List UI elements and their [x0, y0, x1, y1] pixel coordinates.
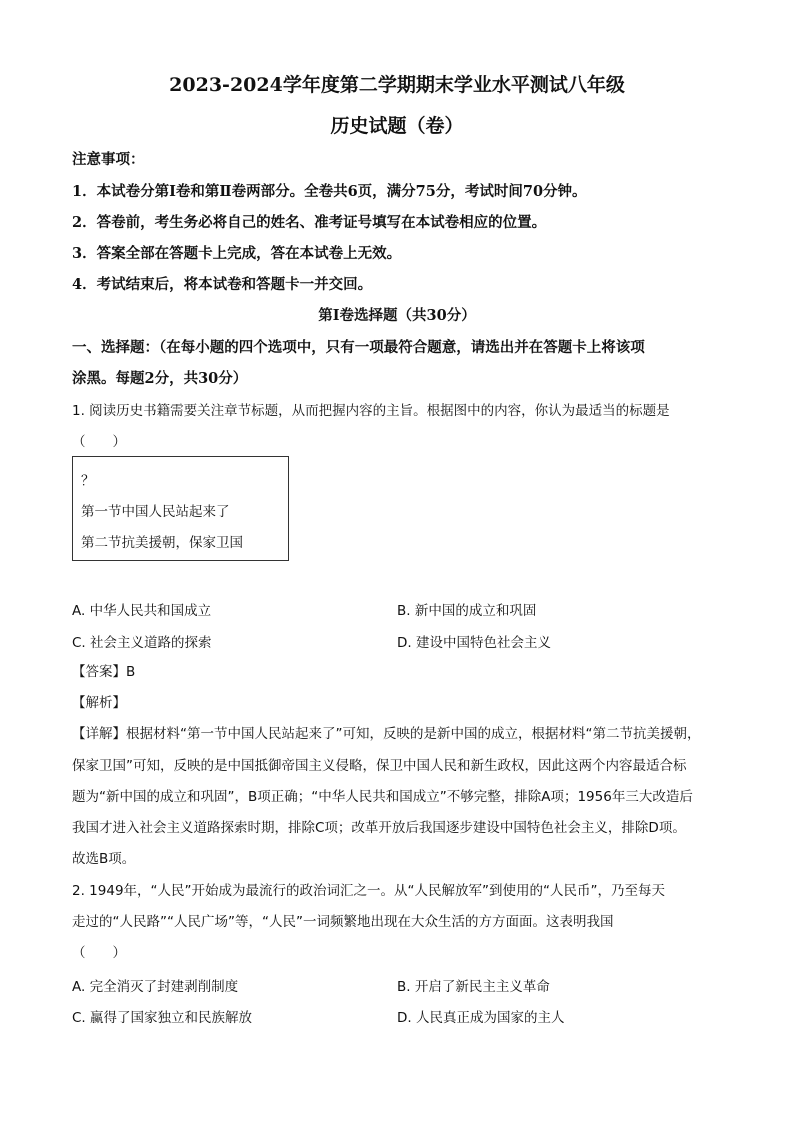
section-instruction: 一、选择题：（在每小题的四个选项中，只有一项最符合题意，请选出并在答题卡上将该项 [72, 339, 645, 356]
option-b: B. 开启了新民主主义革命 [397, 979, 550, 995]
detail-line: 【详解】根据材料“第一节中国人民站起来了”可知，反映的是新中国的成立，根据材料“第二节抗美援朝， [72, 726, 701, 742]
analysis-label: 【解析】 [72, 695, 126, 711]
option-d: D. 人民真正成为国家的主人 [397, 1010, 565, 1026]
chapter-section-1: 第一节中国人民站起来了 [81, 504, 230, 520]
exam-subtitle: 历史试题（卷） [330, 115, 464, 137]
notice-item: 1．本试卷分第Ⅰ卷和第Ⅱ卷两部分。全卷共6页，满分75分，考试时间70分钟。 [72, 183, 587, 200]
exam-title: 2023-2024学年度第二学期期末学业水平测试八年级 [169, 74, 625, 96]
option-b: B. 新中国的成立和巩固 [397, 603, 537, 619]
question-stem: 2. 1949年，“人民”开始成为最流行的政治词汇之一。从“人民解放军”到使用的“人民币”，乃至每天 [72, 883, 665, 899]
question-stem: 1. 阅读历史书籍需要关注章节标题，从而把握内容的主旨。根据图中的内容，你认为最适当的标题是 [72, 403, 670, 419]
notice-item: 4．考试结束后，将本试卷和答题卡一并交回。 [72, 276, 373, 293]
question-stem: 走过的“人民路”“人民广场”等，“人民”一词频繁地出现在大众生活的方方面面。这表明我国 [72, 914, 614, 930]
detail-line: 我国才进入社会主义道路探索时期，排除C项；改革开放后我国逐步建设中国特色社会主义，排除D项。 [72, 820, 686, 836]
section-title: 第Ⅰ卷选择题（共30分） [318, 307, 476, 324]
notice-heading: 注意事项： [72, 151, 145, 168]
option-c: C. 赢得了国家独立和民族解放 [72, 1010, 253, 1026]
question-bracket: （ ） [72, 945, 126, 961]
detail-line: 保家卫国”可知，反映的是中国抵御帝国主义侵略，保卫中国人民和新生政权，因此这两个内容最适合标 [72, 758, 687, 774]
notice-item: 3．答案全部在答题卡上完成，答在本试卷上无效。 [72, 245, 402, 262]
detail-line: 故选B项。 [72, 851, 136, 867]
option-a: A. 中华人民共和国成立 [72, 603, 212, 619]
option-d: D. 建设中国特色社会主义 [397, 635, 551, 651]
question-bracket: （ ） [72, 434, 126, 450]
chapter-box [72, 456, 289, 561]
detail-line: 题为“新中国的成立和巩固”，B项正确；“中华人民共和国成立”不够完整，排除A项；1956年三大改造后 [72, 789, 693, 805]
chapter-section-2: 第二节抗美援朝，保家卫国 [81, 535, 243, 551]
option-c: C. 社会主义道路的探索 [72, 635, 212, 651]
notice-item: 2．答卷前，考生务必将自己的姓名、准考证号填写在本试卷相应的位置。 [72, 214, 547, 231]
section-instruction: 涂黑。每题2分，共30分） [72, 370, 248, 387]
chapter-title-unknown: ？ [81, 473, 95, 489]
answer-label: 【答案】B [72, 664, 136, 680]
option-a: A. 完全消灭了封建剥削制度 [72, 979, 239, 995]
